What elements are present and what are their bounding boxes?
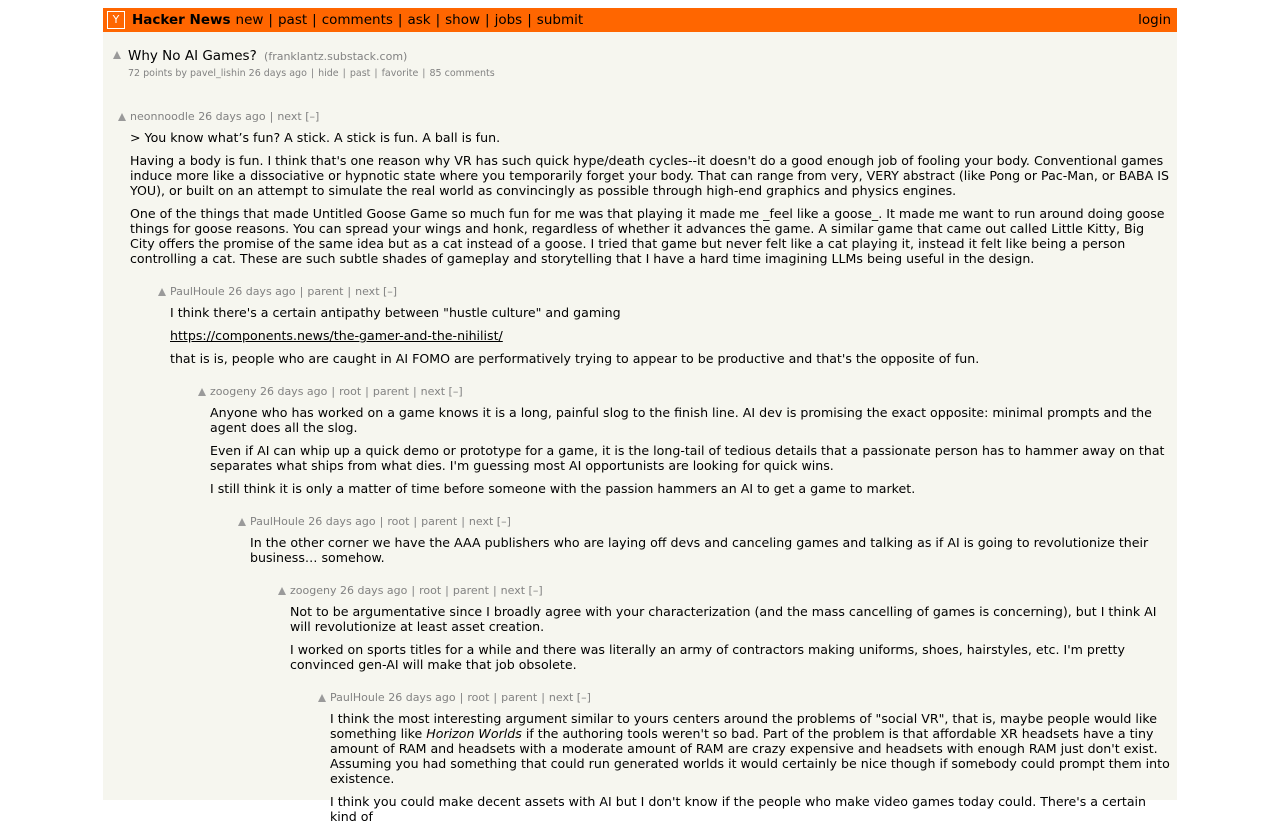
comment-header — [250, 515, 1170, 529]
nav-new[interactable]: new — [235, 12, 264, 28]
upvote-arrow-icon[interactable] — [158, 288, 166, 296]
comment — [330, 691, 1170, 832]
separator: | — [347, 285, 352, 298]
separator: | — [412, 385, 417, 398]
separator: | — [299, 285, 304, 298]
story-age[interactable]: 26 days ago — [248, 68, 307, 79]
favorite-link[interactable]: favorite — [381, 68, 419, 79]
comment — [130, 110, 1170, 274]
comment-paragraph: I think you could make decent assets with AI but I don't know if the people who make video games today could. There's a certain kind of — [330, 794, 1147, 824]
upvote-arrow-icon[interactable] — [118, 113, 126, 121]
comment-user[interactable]: zoogeny — [210, 385, 257, 398]
comment-paragraph — [170, 328, 1170, 343]
separator: | — [459, 691, 464, 704]
comment-header — [210, 385, 1170, 399]
next-link[interactable]: next — [420, 385, 446, 398]
comment-text — [210, 405, 1170, 496]
italic-title: Horizon Worlds — [426, 726, 522, 741]
nav-show[interactable]: show — [445, 12, 481, 28]
separator: | — [269, 110, 274, 123]
comment-age[interactable]: 26 days ago — [339, 584, 408, 597]
next-link[interactable]: next — [500, 584, 526, 597]
separator: | — [310, 68, 315, 79]
nav-submit[interactable]: submit — [536, 12, 584, 28]
separator: | — [445, 584, 449, 597]
comment-paragraph: Anyone who has worked on a game knows it is a long, painful slog to the finish line. AI dev is promising the exact opposite: minimal prompts and the agent does all the slog. — [210, 405, 1152, 435]
collapse-toggle[interactable]: [–] — [383, 285, 398, 298]
story-title-line — [128, 48, 407, 64]
comment-paragraph: In the other corner we have the AAA publishers who are laying off devs and canceling games and talking as if AI is going to revolutionize their business… somehow. — [250, 535, 1149, 565]
comment-paragraph: I think there's a certain antipathy between "hustle culture" and gaming — [170, 305, 621, 320]
upvote-arrow-icon[interactable] — [278, 587, 286, 595]
nav-separator: | — [435, 12, 441, 28]
comment-text — [250, 535, 1170, 565]
parent-link[interactable]: parent — [372, 385, 409, 398]
collapse-toggle[interactable]: [–] — [448, 385, 463, 398]
parent-link[interactable]: parent — [421, 515, 458, 528]
separator: | — [422, 68, 426, 79]
external-link[interactable]: https://components.news/the-gamer-and-the-nihilist/ — [170, 328, 503, 343]
separator: | — [331, 385, 336, 398]
collapse-toggle[interactable]: [–] — [305, 110, 320, 123]
hide-link[interactable]: hide — [318, 68, 339, 79]
collapse-toggle[interactable]: [–] — [576, 691, 591, 704]
comment-text — [330, 711, 1170, 824]
root-link[interactable]: root — [339, 385, 362, 398]
comment-paragraph: Not to be argumentative since I broadly agree with your characterization (and the mass cancelling of games is concerning), but I think AI will revolutionize at least asset creation. — [290, 604, 1157, 634]
text-run: if the authoring tools weren't so bad. Part of the problem is that affordable XR headsets have a tiny amount of RAM and headsets with a moderate amount of RAM are crazy expensive and headsets with enough RAM just don't exist. Assuming you had something that could run generated worlds it would certainly be nice though if somebody could prompt them into existence. — [330, 726, 1170, 786]
comment-header — [330, 691, 1170, 705]
separator: | — [493, 691, 498, 704]
comment-user[interactable]: neonnoodle — [130, 110, 195, 123]
comment-age[interactable]: 26 days ago — [308, 515, 376, 528]
text-run: I think the most interesting argument similar to yours centers around the problems of "social VR", that is, maybe people would like something like — [330, 711, 1158, 741]
comment-paragraph: I worked on sports titles for a while and there was literally an army of contractors making uniforms, shoes, hairstyles, etc. I'm pretty convinced gen-AI will make that job obsolete. — [290, 642, 1125, 672]
story-user[interactable]: pavel_lishin — [190, 68, 246, 79]
next-link[interactable]: next — [277, 110, 302, 123]
parent-link[interactable]: parent — [307, 285, 344, 298]
comment-paragraph — [330, 711, 1170, 786]
comment — [250, 515, 1170, 573]
comment-text — [170, 305, 1170, 366]
nav-separator: | — [268, 12, 273, 28]
comment-user[interactable]: PaulHoule — [170, 285, 225, 298]
separator: | — [374, 68, 378, 79]
next-link[interactable]: next — [468, 515, 494, 528]
comment-header — [290, 584, 1170, 598]
comment — [290, 584, 1170, 680]
nav-ask[interactable]: ask — [407, 12, 431, 28]
separator: | — [379, 515, 384, 528]
nav-separator: | — [527, 12, 532, 28]
story-subtext — [128, 68, 495, 79]
comment-header — [130, 110, 1170, 124]
past-link[interactable]: past — [349, 68, 371, 79]
separator: | — [413, 515, 418, 528]
separator: | — [541, 691, 545, 704]
separator: | — [342, 68, 346, 79]
site-name[interactable]: Hacker News — [132, 12, 231, 28]
parent-link[interactable]: parent — [452, 584, 489, 597]
root-link[interactable]: root — [387, 515, 410, 528]
comment-paragraph: One of the things that made Untitled Goose Game so much fun for me was that playing it made me _feel like a goose_. It made me want to run around doing goose things for goose reasons. You can spread your wings and honk, regardless of whether it advances the game. A similar game that came out called Little Kitty, Big City offers the promise of the same idea but as a cat instead of a goose. I tried that game but never felt like a cat playing it, instead it felt like being a person controlling a cat. These are such subtle shades of gameplay and storytelling that I have a hard time imagining LLMs being useful in the design. — [130, 206, 1165, 266]
hn-logo[interactable]: Y — [107, 11, 125, 29]
story-by: by — [175, 68, 187, 79]
comment-paragraph: Having a body is fun. I think that's one reason why VR has such quick hype/death cycles--it doesn't do a good enough job of fooling your body. Conventional games induce more like a dissociative or hypnotic state where you temporarily forget your body. That can range from very, VERY abstract (like Pong or Pac-Man, or BABA IS YOU), or built on an attempt to simulate the real world as convincingly as possible through high-end graphics and physics engines. — [130, 153, 1169, 198]
next-link[interactable]: next — [355, 285, 380, 298]
upvote-arrow-icon[interactable] — [113, 51, 121, 59]
comment-paragraph: Even if AI can whip up a quick demo or prototype for a game, it is the long-tail of tedious details that a passionate person has to hammer away on that separates what ships from what dies. I'm guessing most AI opportunists are looking for quick wins. — [210, 443, 1165, 473]
collapse-toggle[interactable]: [–] — [528, 584, 543, 597]
separator: | — [365, 385, 369, 398]
collapse-toggle[interactable]: [–] — [496, 515, 511, 528]
login-link[interactable]: login — [1138, 12, 1171, 28]
upvote-arrow-icon[interactable] — [318, 694, 326, 702]
comment-header — [170, 285, 1170, 299]
comments-link[interactable]: 85 comments — [429, 68, 495, 79]
upvote-arrow-icon[interactable] — [198, 388, 206, 396]
comment-age[interactable]: 26 days ago — [259, 385, 328, 398]
comment-text — [130, 130, 1170, 266]
comment-paragraph: > You know what’s fun? A stick. A stick is fun. A ball is fun. — [130, 130, 501, 145]
nav-separator: | — [312, 12, 317, 28]
comment-user[interactable]: PaulHoule — [250, 515, 305, 528]
story-points: 72 points — [128, 68, 173, 79]
comment-text — [290, 604, 1170, 672]
comment-user[interactable]: PaulHoule — [330, 691, 385, 704]
comment-paragraph: I still think it is only a matter of time before someone with the passion hammers an AI to get a game to market. — [210, 481, 916, 496]
nav-separator: | — [485, 12, 490, 28]
nav-past[interactable]: past — [277, 12, 308, 28]
comment — [170, 285, 1170, 374]
comment-paragraph: that is is, people who are caught in AI FOMO are performatively trying to appear to be productive and that's the opposite of fun. — [170, 351, 980, 366]
separator: | — [461, 515, 465, 528]
nav-comments[interactable]: comments — [321, 12, 393, 28]
upvote-arrow-icon[interactable] — [238, 518, 246, 526]
comment-age[interactable]: 26 days ago — [388, 691, 456, 704]
nav-separator: | — [397, 12, 403, 28]
comment-age[interactable]: 26 days ago — [198, 110, 266, 123]
separator: | — [411, 584, 416, 597]
parent-link[interactable]: parent — [501, 691, 538, 704]
comment — [210, 385, 1170, 504]
comment-age[interactable]: 26 days ago — [228, 285, 296, 298]
root-link[interactable]: root — [467, 691, 490, 704]
next-link[interactable]: next — [548, 691, 574, 704]
story-site[interactable]: (franklantz.substack.com) — [264, 50, 408, 63]
page-container — [103, 8, 1177, 824]
comment-user[interactable]: zoogeny — [290, 584, 337, 597]
root-link[interactable]: root — [419, 584, 442, 597]
separator: | — [492, 584, 497, 597]
nav-jobs[interactable]: jobs — [494, 12, 523, 28]
header-bar — [103, 8, 1177, 32]
story-title[interactable]: Why No AI Games? — [128, 48, 257, 64]
